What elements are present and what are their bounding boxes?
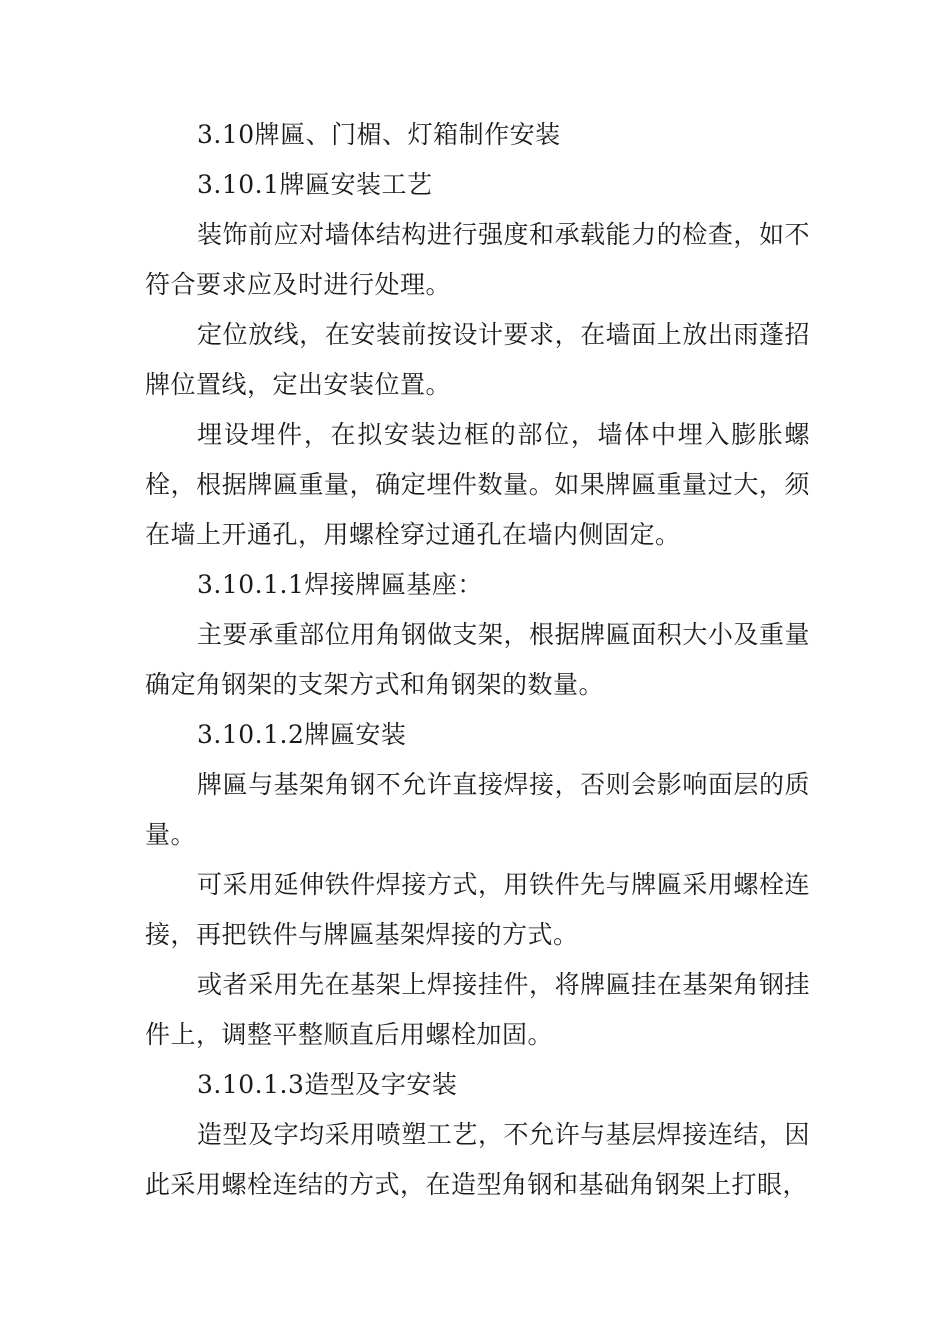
document-body — [145, 110, 810, 1210]
body-paragraph: 可采用延伸铁件焊接方式，用铁件先与牌匾采用螺栓连接，再把铁件与牌匾基架焊接的方式。 — [145, 870, 810, 949]
body-paragraph: 造型及字均采用喷塑工艺，不允许与基层焊接连结，因此采用螺栓连结的方式，在造型角钢和基础角钢架上打眼， — [145, 1120, 810, 1199]
section-heading: 3.10牌匾、门楣、灯箱制作安装 — [197, 120, 561, 149]
body-paragraph: 定位放线，在安装前按设计要求，在墙面上放出雨蓬招牌位置线，定出安装位置。 — [145, 320, 810, 399]
subsection-heading: 3.10.1.3造型及字安装 — [197, 1070, 458, 1099]
subsection-heading: 3.10.1.1焊接牌匾基座： — [197, 570, 483, 599]
body-paragraph: 装饰前应对墙体结构进行强度和承载能力的检查，如不符合要求应及时进行处理。 — [145, 220, 810, 299]
body-paragraph: 主要承重部位用角钢做支架，根据牌匾面积大小及重量确定角钢架的支架方式和角钢架的数量。 — [145, 620, 810, 699]
body-paragraph: 牌匾与基架角钢不允许直接焊接，否则会影响面层的质量。 — [145, 770, 810, 849]
body-paragraph: 或者采用先在基架上焊接挂件，将牌匾挂在基架角钢挂件上，调整平整顺直后用螺栓加固。 — [145, 970, 810, 1049]
subsection-heading: 3.10.1牌匾安装工艺 — [197, 170, 433, 199]
subsection-heading: 3.10.1.2牌匾安装 — [197, 720, 407, 749]
body-paragraph: 埋设埋件，在拟安装边框的部位，墙体中埋入膨胀螺栓，根据牌匾重量，确定埋件数量。如果牌匾重量过大，须在墙上开通孔，用螺栓穿过通孔在墙内侧固定。 — [145, 420, 810, 549]
